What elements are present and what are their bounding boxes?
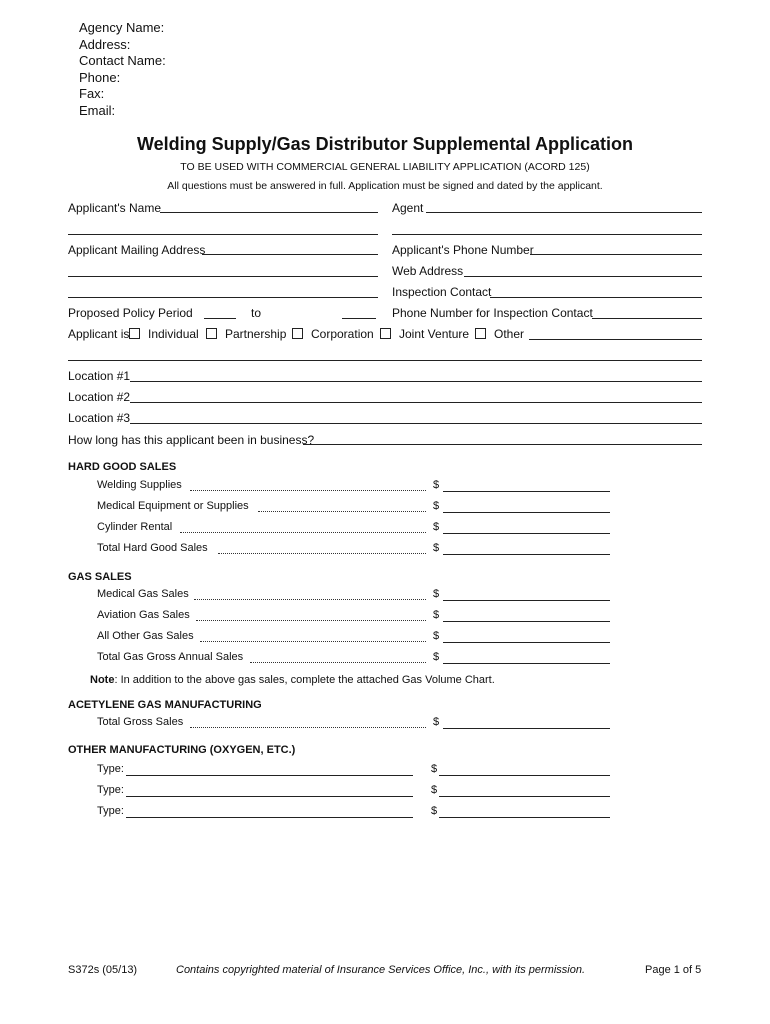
dollar-sign: $: [433, 630, 440, 642]
applicant-name-label: Applicant's Name: [68, 201, 161, 215]
agency-name-label: Agency Name:: [79, 20, 165, 35]
dollar-sign: $: [433, 716, 440, 728]
aviation-gas-amount[interactable]: [443, 621, 610, 622]
location2-label: Location #2: [68, 390, 131, 404]
page-number: Page 1 of 5: [645, 964, 702, 976]
dollar-sign: $: [433, 651, 440, 663]
years-in-business-field[interactable]: [303, 444, 702, 445]
inspection-phone-field[interactable]: [592, 318, 702, 319]
location3-field[interactable]: [130, 423, 702, 424]
joint-venture-label: Joint Venture: [399, 327, 470, 341]
medical-gas-label: Medical Gas Sales: [97, 588, 189, 600]
type-amount-3[interactable]: [439, 817, 610, 818]
web-address-field[interactable]: [464, 276, 702, 277]
dollar-sign: $: [431, 805, 438, 817]
corporation-checkbox[interactable]: [292, 328, 303, 339]
contact-name-label: Contact Name:: [79, 53, 166, 68]
phone-number-field[interactable]: [530, 254, 702, 255]
welding-supplies-amount[interactable]: [443, 491, 610, 492]
cylinder-rental-label: Cylinder Rental: [97, 521, 173, 533]
medical-equipment-amount[interactable]: [443, 512, 610, 513]
phone-label: Phone:: [79, 70, 121, 85]
agent-field[interactable]: [426, 212, 702, 213]
cylinder-rental-amount[interactable]: [443, 533, 610, 534]
leader-dots: [180, 523, 426, 533]
mailing-address-field[interactable]: [202, 254, 378, 255]
hard-good-sales-heading: HARD GOOD SALES: [68, 461, 177, 473]
inspection-phone-label: Phone Number for Inspection Contact: [392, 306, 593, 320]
fax-label: Fax:: [79, 86, 105, 101]
form-number: S372s (05/13): [68, 964, 138, 976]
years-in-business-label: How long has this applicant been in business?: [68, 433, 315, 447]
total-hard-good-amount[interactable]: [443, 554, 610, 555]
other-gas-amount[interactable]: [443, 642, 610, 643]
phone-number-label: Applicant's Phone Number: [392, 243, 534, 257]
partnership-checkbox[interactable]: [206, 328, 217, 339]
acetylene-heading: ACETYLENE GAS MANUFACTURING: [68, 699, 262, 711]
email-label: Email:: [79, 103, 116, 118]
type-amount-2[interactable]: [439, 796, 610, 797]
copyright-notice: Contains copyrighted material of Insurance Services Office, Inc., with its permission.: [176, 964, 586, 976]
dollar-sign: $: [433, 609, 440, 621]
acetylene-total-amount[interactable]: [443, 728, 610, 729]
corporation-label: Corporation: [311, 327, 374, 341]
total-gas-amount[interactable]: [443, 663, 610, 664]
policy-start-field[interactable]: [204, 318, 236, 319]
subtitle-acord: TO BE USED WITH COMMERCIAL GENERAL LIABILITY APPLICATION (ACORD 125): [180, 161, 590, 173]
leader-dots: [200, 632, 426, 642]
dollar-sign: $: [431, 763, 438, 775]
applicant-is-label: Applicant is: [68, 327, 130, 341]
partnership-label: Partnership: [225, 327, 287, 341]
policy-to-label: to: [251, 306, 262, 320]
type-field-1[interactable]: [126, 775, 413, 776]
acetylene-total-label: Total Gross Sales: [97, 716, 184, 728]
type-label: Type:: [97, 805, 124, 817]
applicant-name-field[interactable]: [160, 212, 378, 213]
welding-supplies-label: Welding Supplies: [97, 479, 182, 491]
dollar-sign: $: [433, 542, 440, 554]
gas-volume-note: [90, 674, 495, 686]
other-entity-field[interactable]: [529, 339, 702, 340]
medical-gas-amount[interactable]: [443, 600, 610, 601]
medical-equipment-label: Medical Equipment or Supplies: [97, 500, 249, 512]
leader-dots: [250, 653, 426, 663]
location2-field[interactable]: [130, 402, 702, 403]
other-manufacturing-heading: OTHER MANUFACTURING (OXYGEN, ETC.): [68, 744, 296, 756]
type-field-3[interactable]: [126, 817, 413, 818]
inspection-contact-label: Inspection Contact: [392, 285, 492, 299]
gas-sales-heading: GAS SALES: [68, 571, 132, 583]
applicant-name-field-line2[interactable]: [68, 234, 378, 235]
note-label: Note: [90, 674, 115, 686]
type-label: Type:: [97, 763, 124, 775]
joint-venture-checkbox[interactable]: [380, 328, 391, 339]
address-label: Address:: [79, 37, 131, 52]
policy-end-field[interactable]: [342, 318, 376, 319]
type-amount-1[interactable]: [439, 775, 610, 776]
individual-label: Individual: [148, 327, 199, 341]
entity-field-line2[interactable]: [68, 360, 702, 361]
location3-label: Location #3: [68, 411, 131, 425]
mailing-address-field-line2[interactable]: [68, 276, 378, 277]
leader-dots: [190, 481, 426, 491]
location1-field[interactable]: [130, 381, 702, 382]
dollar-sign: $: [433, 479, 440, 491]
location1-label: Location #1: [68, 369, 131, 383]
leader-dots: [258, 502, 426, 512]
leader-dots: [194, 590, 426, 600]
leader-dots: [196, 611, 426, 621]
page-title: Welding Supply/Gas Distributor Supplemental Application: [136, 134, 634, 154]
mailing-address-field-line3[interactable]: [68, 297, 378, 298]
individual-checkbox[interactable]: [129, 328, 140, 339]
agent-field-line2[interactable]: [392, 234, 702, 235]
other-gas-label: All Other Gas Sales: [97, 630, 194, 642]
type-label: Type:: [97, 784, 124, 796]
dollar-sign: $: [431, 784, 438, 796]
other-checkbox[interactable]: [475, 328, 486, 339]
dollar-sign: $: [433, 588, 440, 600]
type-field-2[interactable]: [126, 796, 413, 797]
total-gas-label: Total Gas Gross Annual Sales: [97, 651, 244, 663]
dollar-sign: $: [433, 521, 440, 533]
note-text: : In addition to the above gas sales, complete the attached Gas Volume Chart.: [114, 674, 495, 686]
aviation-gas-label: Aviation Gas Sales: [97, 609, 190, 621]
inspection-contact-field[interactable]: [490, 297, 702, 298]
leader-dots: [190, 718, 426, 728]
agent-label: Agent: [392, 201, 424, 215]
other-label: Other: [494, 327, 525, 341]
policy-period-label: Proposed Policy Period: [68, 306, 193, 320]
subtitle-instructions: All questions must be answered in full. Application must be signed and dated by the applicant.: [167, 180, 603, 192]
mailing-address-label: Applicant Mailing Address: [68, 243, 206, 257]
total-hard-good-label: Total Hard Good Sales: [97, 542, 208, 554]
dollar-sign: $: [433, 500, 440, 512]
leader-dots: [218, 544, 426, 554]
web-address-label: Web Address: [392, 264, 464, 278]
